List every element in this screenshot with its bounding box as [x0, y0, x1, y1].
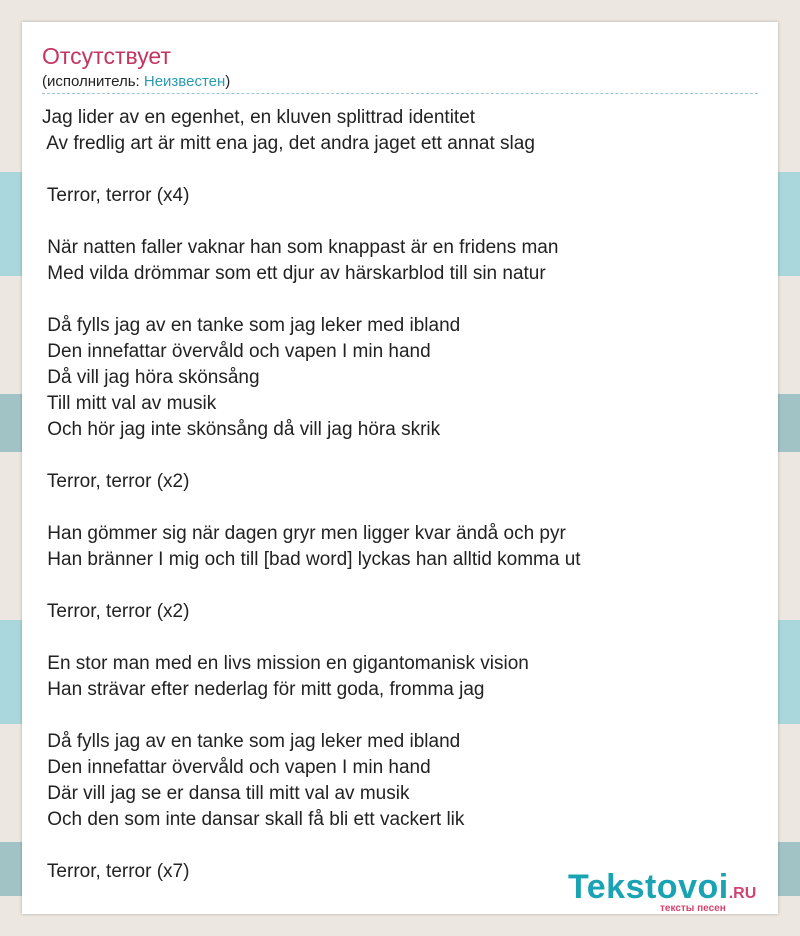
lyric-line	[42, 625, 581, 651]
artist-prefix: (исполнитель:	[42, 73, 144, 90]
lyric-line: Han gömmer sig när dagen gryr men ligger kvar ändå och pyr	[42, 523, 566, 544]
lyric-line	[42, 495, 581, 521]
site-logo[interactable]	[568, 868, 778, 916]
lyric-line	[42, 833, 581, 859]
lyric-line: Då fylls jag av en tanke som jag leker med ibland	[42, 315, 461, 336]
lyric-line: Terror, terror (x7)	[42, 861, 190, 882]
lyric-line: Jag lider av en egenhet, en kluven splittrad identitet	[42, 107, 476, 128]
lyric-line: Den innefattar övervåld och vapen I min hand	[42, 341, 431, 362]
lyric-line	[42, 573, 581, 599]
lyric-line: En stor man med en livs mission en gigantomanisk vision	[42, 653, 529, 674]
lyric-line: Han bränner I mig och till [bad word] lyckas han alltid komma ut	[42, 549, 581, 570]
lyric-line: Och hör jag inte skönsång då vill jag höra skrik	[42, 419, 441, 440]
lyric-line	[42, 157, 581, 183]
lyric-line: Han strävar efter nederlag för mitt goda, fromma jag	[42, 679, 485, 700]
title-divider	[42, 93, 758, 94]
lyric-line: Av fredlig art är mitt ena jag, det andra jaget ett annat slag	[42, 133, 535, 154]
lyric-line: Då fylls jag av en tanke som jag leker med ibland	[42, 731, 461, 752]
lyric-line: Terror, terror (x2)	[42, 471, 190, 492]
lyric-line	[42, 287, 581, 313]
lyric-line: Terror, terror (x2)	[42, 601, 190, 622]
logo-tagline: тексты песен	[660, 903, 726, 914]
song-title: Отсутствует	[42, 43, 171, 69]
lyric-line: Där vill jag se er dansa till mitt val av musik	[42, 783, 410, 804]
lyric-line: Den innefattar övervåld och vapen I min hand	[42, 757, 431, 778]
logo-tld: .RU	[728, 885, 757, 902]
lyric-line	[42, 703, 581, 729]
lyric-line	[42, 443, 581, 469]
logo-word: Tekstovoi	[568, 868, 729, 906]
artist-link[interactable]: Неизвестен	[143, 73, 226, 90]
lyric-line: Till mitt val av musik	[42, 393, 217, 414]
lyrics-text	[42, 105, 581, 885]
lyric-line: Med vilda drömmar som ett djur av härskarblod till sin natur	[42, 263, 546, 284]
lyric-line: Då vill jag höra skönsång	[42, 367, 260, 388]
artist-line	[42, 73, 230, 91]
lyrics-card	[22, 22, 778, 914]
artist-suffix: )	[225, 73, 231, 90]
lyric-line: Och den som inte dansar skall få bli ett vackert lik	[42, 809, 465, 830]
lyric-line	[42, 209, 581, 235]
lyric-line: Terror, terror (x4)	[42, 185, 190, 206]
lyric-line: När natten faller vaknar han som knappast är en fridens man	[42, 237, 559, 258]
